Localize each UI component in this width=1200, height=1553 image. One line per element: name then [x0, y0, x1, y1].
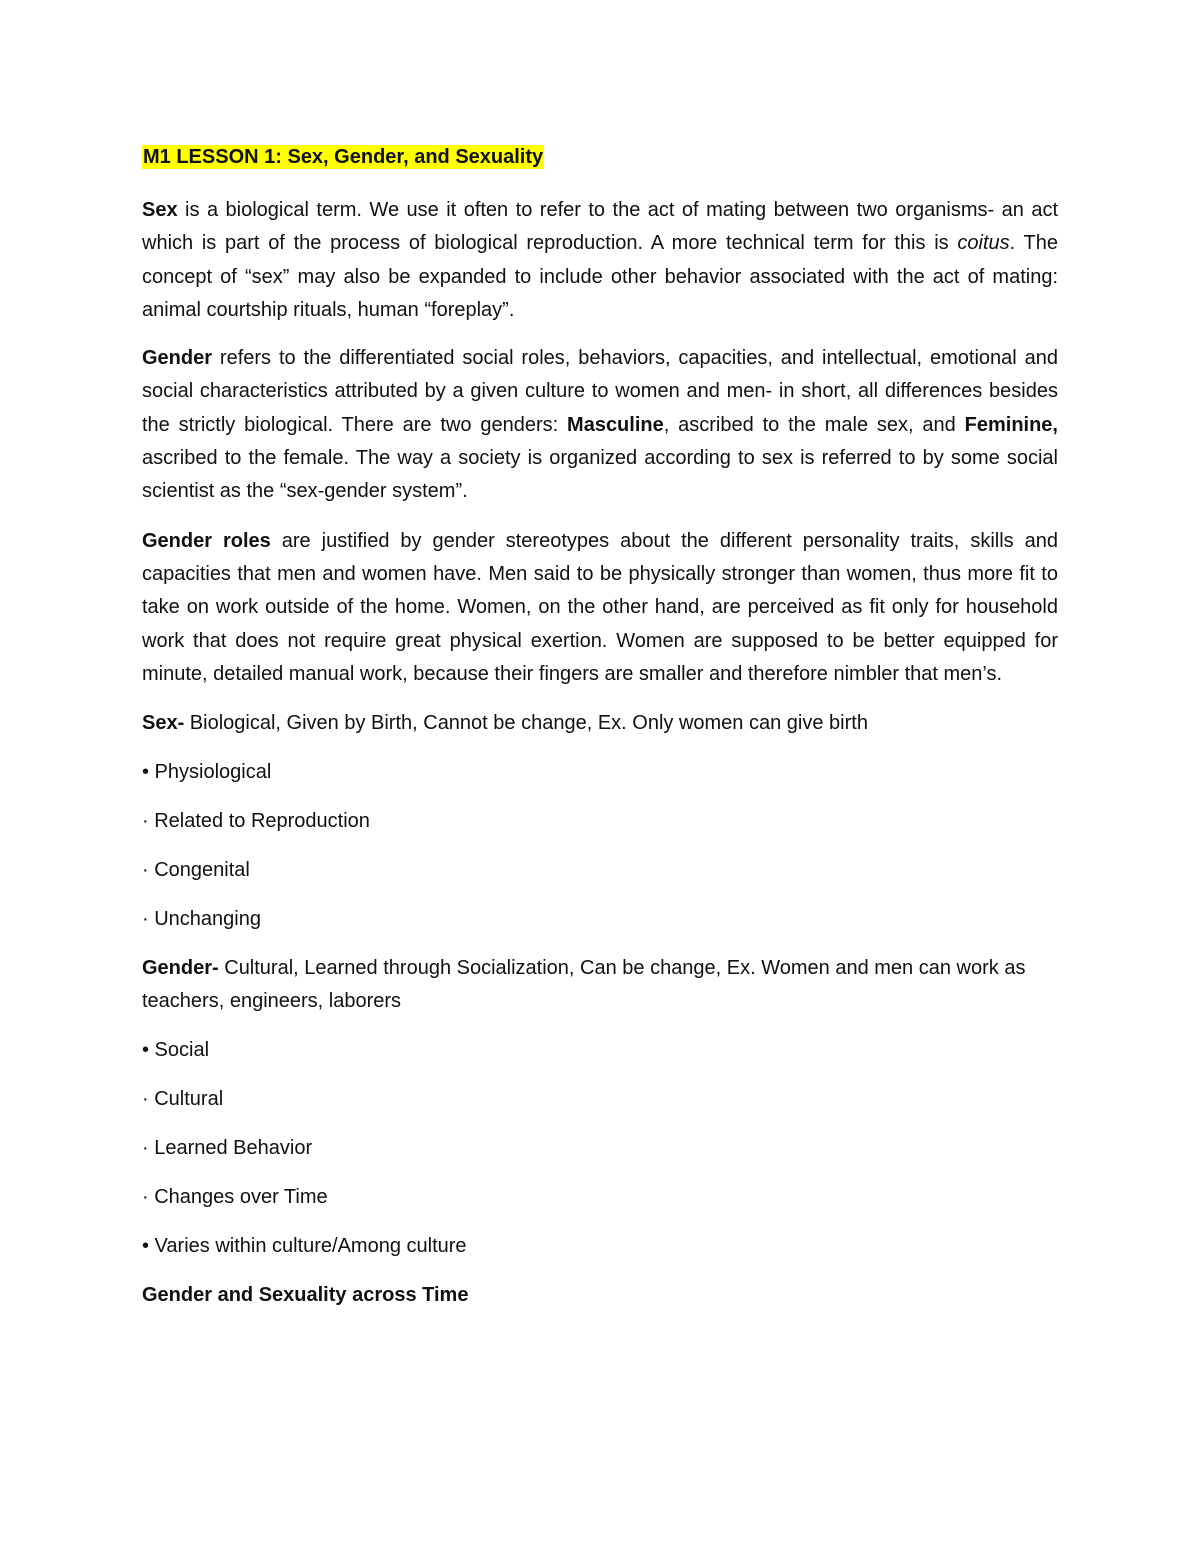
gender-roles-paragraph [142, 525, 1058, 691]
sex-def-text: Biological, Given by Birth, Cannot be change, Ex. Only women can give birth [184, 712, 868, 735]
sex-text-2: . The concept of “sex” may also be expanded to include other behavior associated with the act of mating: animal courtship rituals, human “foreplay”. [142, 232, 1058, 321]
gender-roles-term: Gender roles [142, 529, 271, 552]
feminine-term: Feminine, [964, 413, 1058, 436]
gender-text-3: ascribed to the female. The way a society is organized according to sex is referred to by some social scientist as the “sex-gender system”. [142, 447, 1058, 503]
gender-roles-text: are justified by gender stereotypes about the different personality traits, skills and capacities that men and women have. Men said to be physically stronger than women, thus more fit to take on work outside of the home. Women, on the other hand, are perceived as fit only for household work that does not require great physical exertion. Women are supposed to be better equipped for minute, detailed manual work, because their fingers are smaller and therefore nimbler that men’s. [142, 529, 1058, 685]
list-item: • Physiological [142, 761, 272, 784]
list-item: · Cultural [142, 1088, 224, 1111]
lesson-title [142, 141, 1058, 173]
list-item: · Unchanging [142, 908, 261, 931]
gender-definition [142, 952, 1058, 1018]
gender-paragraph [142, 342, 1058, 508]
masculine-term: Masculine [567, 413, 664, 436]
section-heading: Gender and Sexuality across Time [142, 1284, 469, 1307]
list-item: · Learned Behavior [142, 1137, 313, 1160]
sex-term: Sex [142, 199, 178, 221]
list-item: · Related to Reproduction [142, 810, 370, 833]
gender-text-2: , ascribed to the male sex, and [663, 413, 965, 436]
coitus-term: coitus [957, 232, 1010, 255]
list-item: • Varies within culture/Among culture [142, 1235, 467, 1258]
list-item: · Congenital [142, 859, 250, 882]
sex-paragraph [142, 194, 1058, 327]
lesson-title-highlight: M1 LESSON 1: Sex, Gender, and Sexuality [143, 146, 544, 168]
list-item: · Changes over Time [142, 1186, 328, 1209]
gender-term: Gender [142, 347, 213, 370]
gender-text-1: refers to the differentiated social roles, behaviors, capacities, and intellectual, emotional and social characteristics attributed by a given culture to women and men- in short, all differences besides the strictly biological. There are two genders: [142, 347, 1058, 436]
sex-def-term: Sex- [142, 712, 185, 735]
sex-text-1: is a biological term. We use it often to refer to the act of mating between two organisms- an act which is part of the process of biological reproduction. A more technical term for this is [142, 199, 1058, 255]
list-item: • Social [142, 1039, 210, 1062]
sex-definition [142, 707, 1058, 740]
gender-def-term: Gender- [142, 957, 219, 980]
gender-def-text: Cultural, Learned through Socialization, Can be change, Ex. Women and men can work as teachers, engineers, laborers [142, 957, 1026, 1013]
